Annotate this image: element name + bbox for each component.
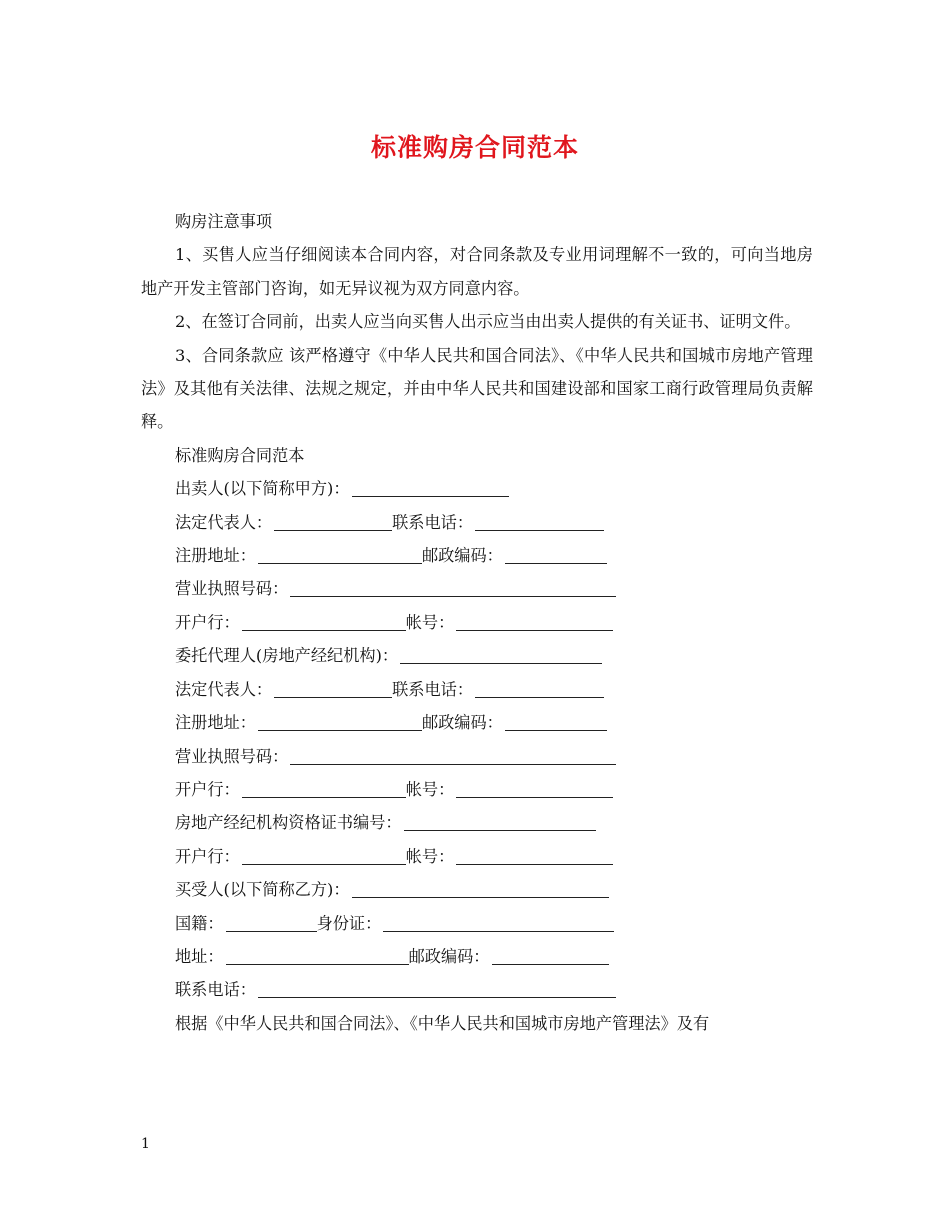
seller-license-line [141,572,813,605]
agent-account-blank [456,796,613,798]
seller-phone-blank [475,529,604,531]
buyer-line [141,873,813,906]
seller-address-blank [258,562,422,564]
agent-postcode-blank [505,729,607,731]
seller-blank [352,495,509,497]
seller-account-blank [456,629,613,631]
document-body [141,205,813,1040]
seller-bank-blank [242,629,406,631]
seller-license-label: 营业执照号码： [175,579,289,599]
agent-postcode-label: 邮政编码： [421,713,503,733]
buyer-postcode-blank [492,963,609,965]
buyer-address-label: 地址： [175,946,224,966]
seller-account-label: 帐号： [405,612,455,632]
buyer-phone-blank [258,996,616,998]
seller-bank-label: 开户行： [175,612,240,632]
agent-label: 委托代理人(房地产经纪机构)： [175,646,399,666]
agent-phone-label: 联系电话： [392,679,474,699]
agent-rep-line [141,673,813,706]
buyer-phone-line [141,973,813,1006]
buyer-nationality-blank [226,930,317,932]
contract-heading: 标准购房合同范本 [175,445,305,465]
agent-address-blank [258,729,422,731]
agent-account2-label: 帐号： [405,846,455,866]
seller-phone-label: 联系电话： [392,512,474,532]
agent-license-line [141,740,813,773]
buyer-phone-label: 联系电话： [175,980,256,1000]
seller-legal-rep-label: 法定代表人： [175,512,273,532]
seller-rep-line [141,506,813,539]
agent-bank-line [141,773,813,806]
notice-item-2: 2、在签订合同前，出卖人应当向买售人出示应当由出卖人提供的有关证书、证明文件。 [175,312,801,332]
buyer-postcode-label: 邮政编码： [408,946,490,966]
notice-heading: 购房注意事项 [175,212,273,231]
buyer-address-line [141,940,813,973]
buyer-id-label: 身份证： [316,913,382,933]
agent-license-label: 营业执照号码： [175,746,289,766]
seller-label: 出卖人(以下简称甲方)： [175,479,350,499]
seller-address-label: 注册地址： [175,546,256,566]
seller-bank-line [141,606,813,639]
agent-bank2-line [141,840,813,873]
agent-address-label: 注册地址： [175,713,256,733]
buyer-id-blank [383,930,614,932]
agent-license-blank [290,763,616,765]
agent-cert-blank [404,829,596,831]
seller-legal-rep-blank [274,529,392,531]
agent-legal-rep-label: 法定代表人： [175,679,273,699]
agent-bank2-label: 开户行： [175,846,240,866]
agent-bank2-blank [242,863,406,865]
agent-cert-line [141,806,813,839]
buyer-blank [352,896,609,898]
seller-license-blank [290,595,616,597]
agent-bank-blank [242,796,406,798]
notice-item-3: 3、合同条款应 该严格遵守《中华人民共和国合同法》、《中华人民共和国城市房地产管理法》及其他有关法律、法规之规定，并由中华人民共和国建设部和国家工商行政管理局负责解释。 [141,345,813,432]
page-number: 1 [141,1136,150,1152]
agent-phone-blank [475,696,604,698]
notice-item-1: 1、买售人应当仔细阅读本合同内容，对合同条款及专业用词理解不一致的，可向当地房地产开发主管部门咨询，如无异议视为双方同意内容。 [141,245,813,298]
buyer-id-line [141,907,813,940]
agent-line [141,639,813,672]
agent-cert-label: 房地产经纪机构资格证书编号： [175,813,402,833]
buyer-nationality-label: 国籍： [175,913,224,933]
seller-postcode-label: 邮政编码： [421,546,503,566]
seller-line [141,472,813,505]
seller-address-line [141,539,813,572]
buyer-address-blank [226,963,409,965]
agent-address-line [141,706,813,739]
agent-account-label: 帐号： [405,779,455,799]
seller-postcode-blank [505,562,607,564]
agent-account2-blank [456,863,613,865]
agent-legal-rep-blank [274,696,392,698]
agent-bank-label: 开户行： [175,779,240,799]
agent-blank [400,662,602,664]
closing-line: 根据《中华人民共和国合同法》、《中华人民共和国城市房地产管理法》及有 [175,1013,710,1033]
buyer-label: 买受人(以下简称乙方)： [175,880,350,900]
document-title: 标准购房合同范本 [370,133,579,162]
